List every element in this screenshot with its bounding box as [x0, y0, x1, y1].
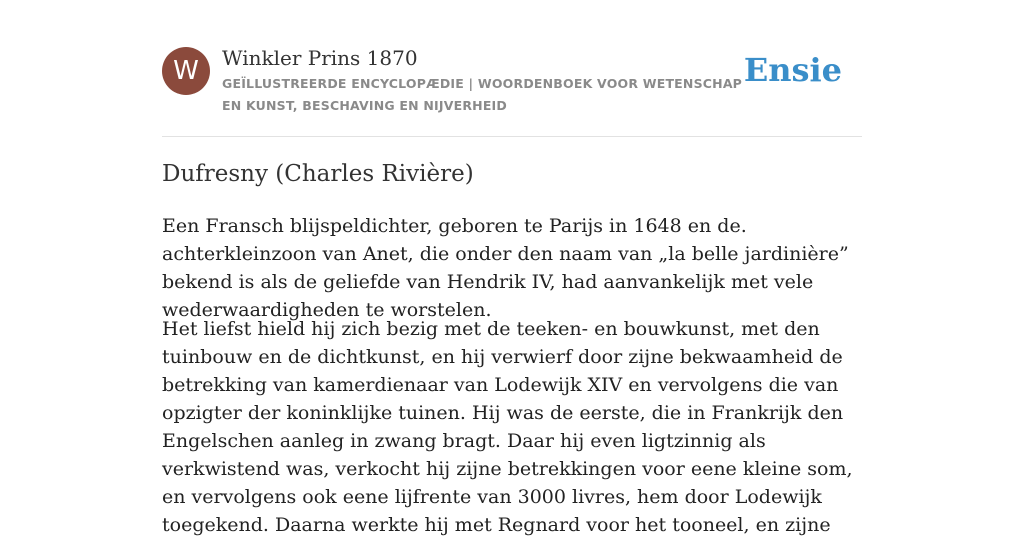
source-avatar[interactable]: W	[162, 47, 210, 95]
page	[162, 0, 862, 536]
article-paragraph: Het liefst hield hij zich bezig met de teeken- en bouwkunst, met den tuinbouw en de dichtkunst, en hij verwierf door zijne bekwaamheid de betrekking van kamerdienaar van Lodewijk XIV en vervolgens die van opzigter der koninklijke tuinen. Hij was de eerste, die in Frankrijk den Engelschen aanleg in zwang bragt. Daar hij even ligtzinnig als verkwistend was, verkocht hij zijne betrekkingen voor eene kleine som, en vervolgens ook eene lijfrente van 3000 livres, hem door Lodewijk toegekend. Daarna werkte hij met Regnard voor het tooneel, en zijne	[162, 318, 853, 536]
source-header	[162, 0, 862, 137]
article-paragraph: Een Fransch blijspeldichter, geboren te Parijs in 1648 en de. achterkleinzoon van Anet, die onder den naam van „la belle jardinière” bekend is als de geliefde van Hendrik IV, had aanvankelijk met vele wederwaardigheden te worstelen.	[162, 215, 849, 321]
entry-title: Dufresny (Charles Rivière)	[162, 161, 474, 187]
ensie-logo[interactable]: Ensie	[743, 51, 842, 89]
source-title[interactable]: Winkler Prins 1870	[222, 46, 418, 70]
source-subtitle: GEÏLLUSTREERDE ENCYCLOPÆDIE | WOORDENBOEK VOOR WETENSCHAP EN KUNST, BESCHAVING EN NIJVERHEID	[222, 76, 743, 113]
